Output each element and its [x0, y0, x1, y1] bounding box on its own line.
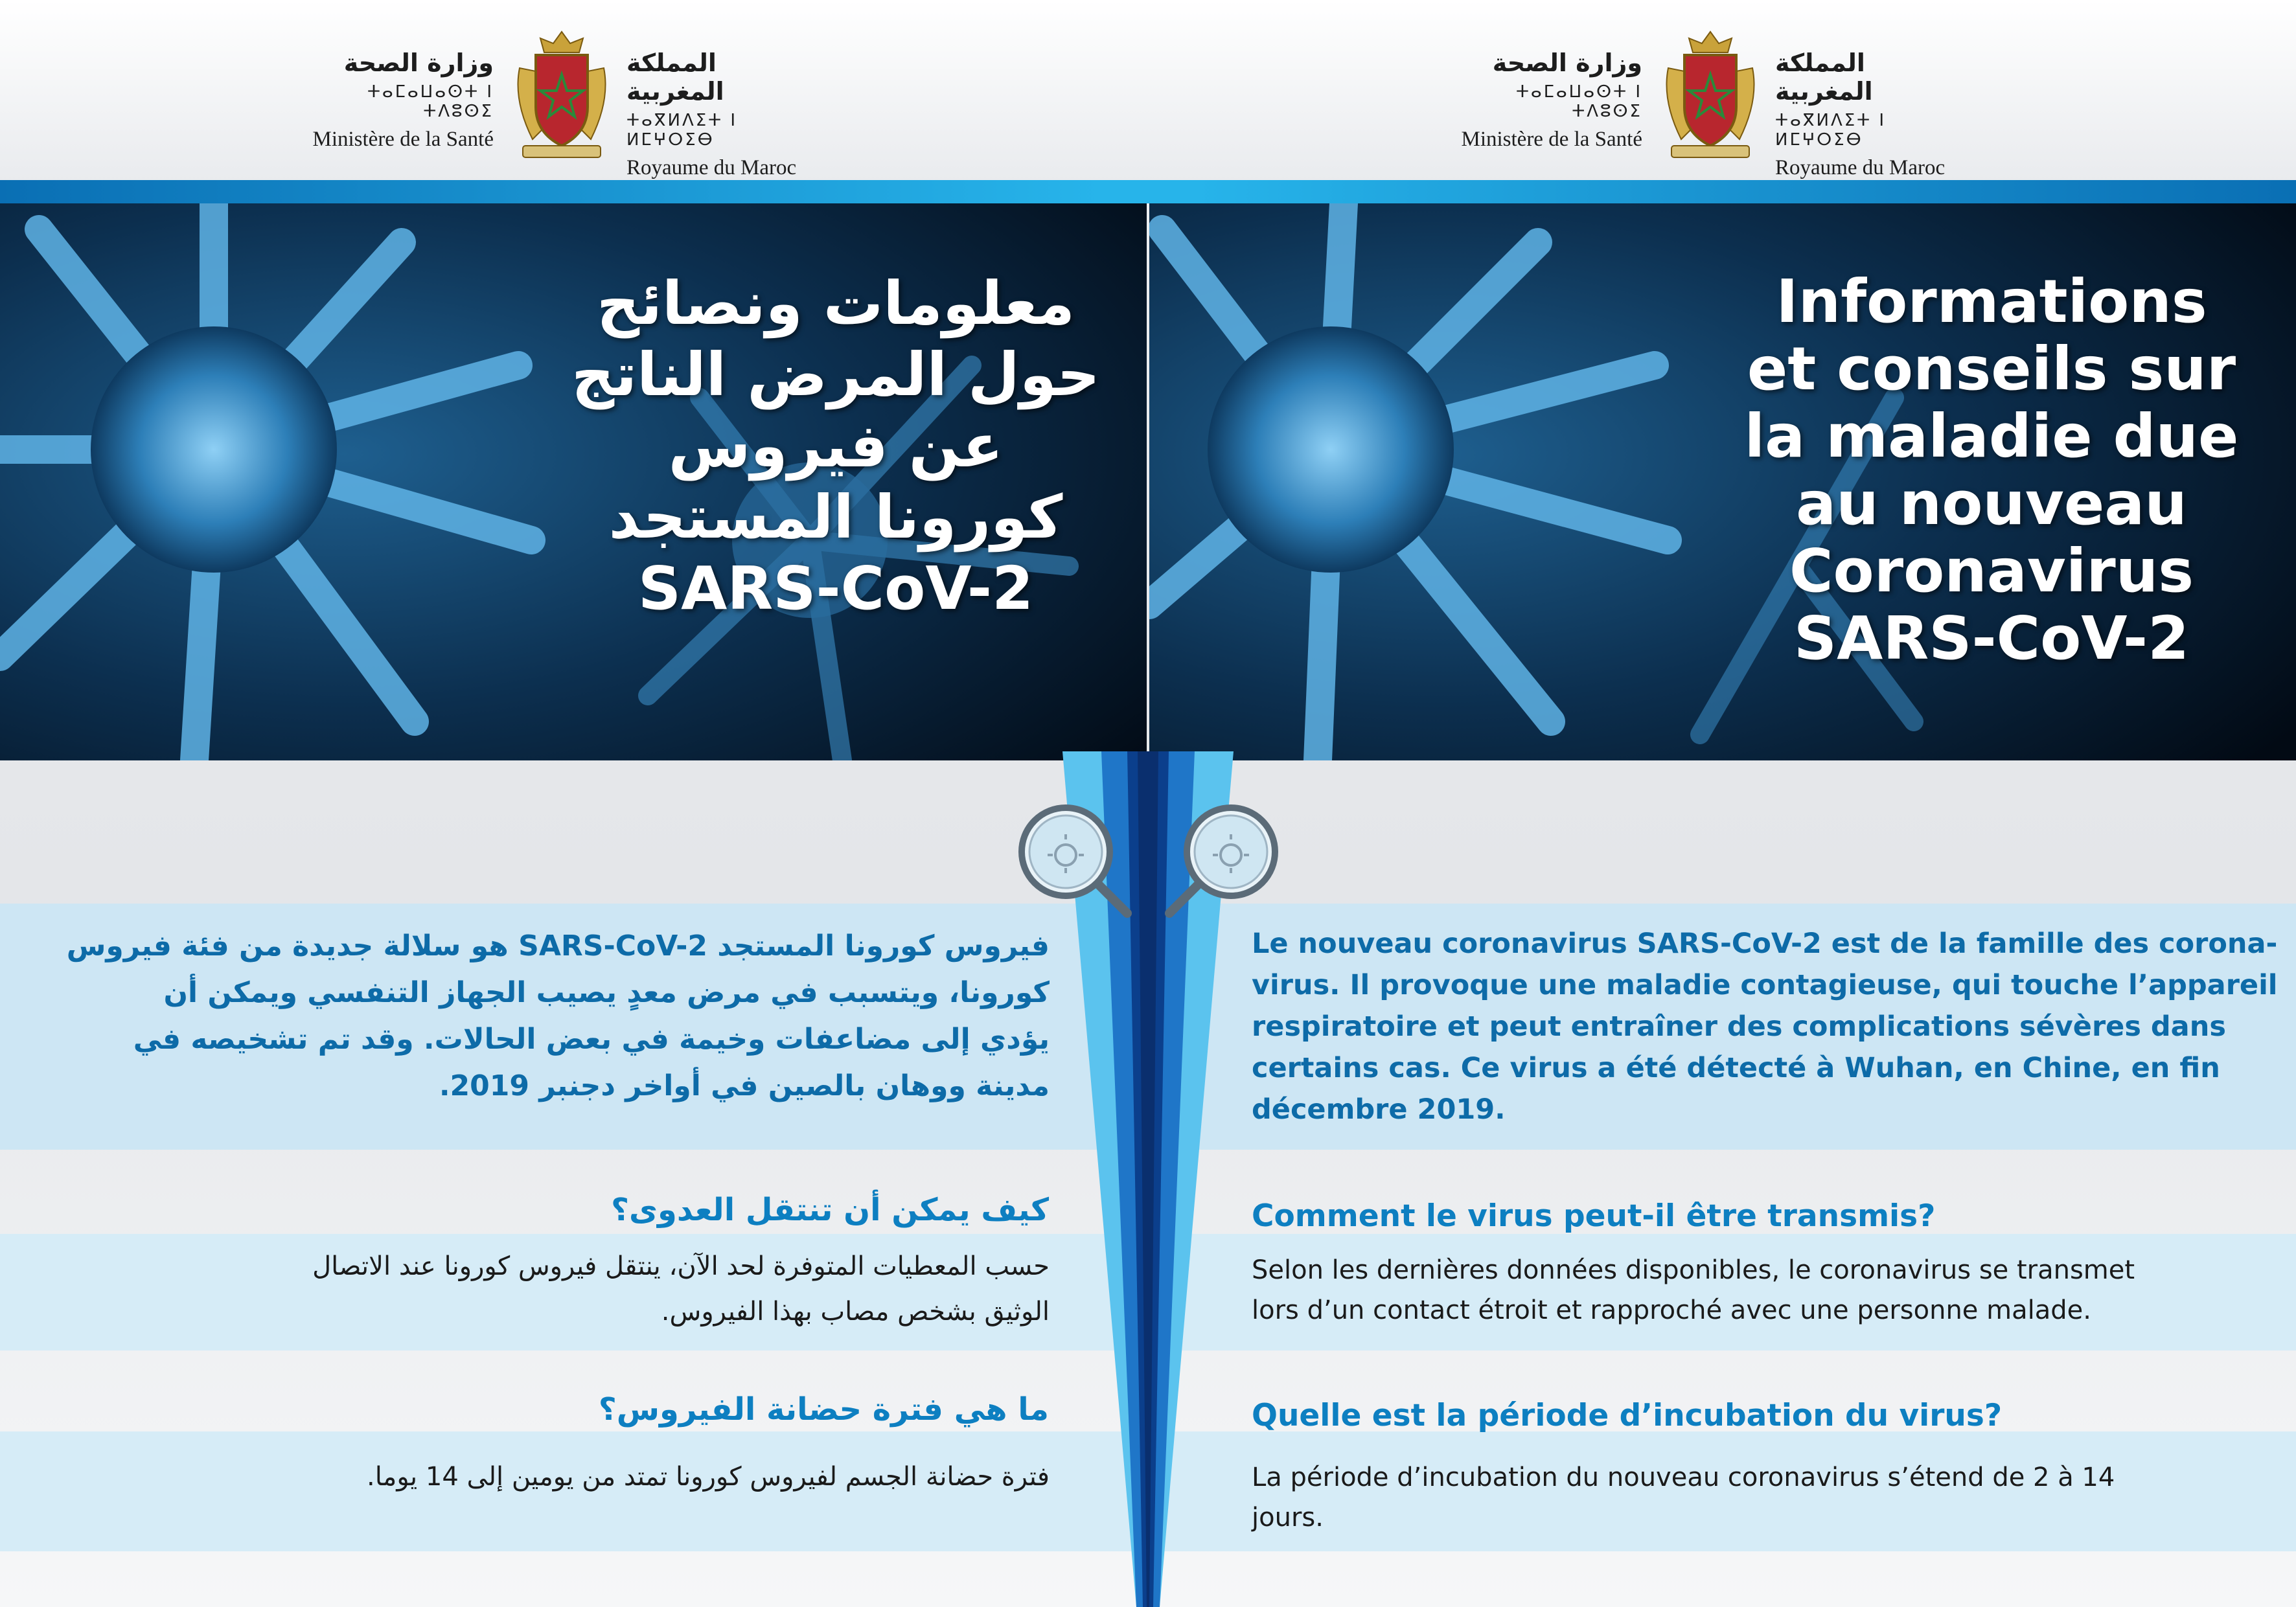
hero-right	[1149, 203, 2296, 760]
ministry-ar: وزارة الصحة	[1492, 49, 1642, 77]
ministry-label	[1461, 49, 1642, 152]
intro-text-fr	[1252, 923, 2278, 1130]
question-incubation-fr: Quelle est la période d’incubation du virus?	[1252, 1398, 2003, 1433]
hero-line: كورونا المستجد	[608, 483, 1063, 552]
ministry-fr: Ministère de la Santé	[1461, 128, 1642, 151]
text-line: Selon les dernières données disponibles, le coronavirus se transmet	[1252, 1255, 2135, 1285]
ministry-ar: وزارة الصحة	[343, 49, 494, 77]
magnifier-virus-icon	[1163, 797, 1286, 920]
hero-left	[0, 203, 1147, 760]
coat-of-arms-icon	[1655, 29, 1765, 162]
hero-line: SARS-CoV-2	[1793, 604, 2190, 673]
ministry-label	[312, 49, 494, 152]
top-stripe	[0, 180, 2296, 203]
text-line: Le nouveau coronavirus SARS-CoV-2 est de la famille des corona-	[1252, 928, 2278, 960]
kingdom-tifinagh: ⵜⴰⴳⵍⴷⵉⵜ ⵏ ⵍⵎⵖⵔⵉⴱ	[626, 111, 738, 150]
ministry-tifinagh: ⵜⴰⵎⴰⵡⴰⵙⵜ ⵏ ⵜⴷⵓⵙⵉ	[1515, 82, 1642, 121]
text-line: مدينة ووهان بالصين في أواخر دجنبر 2019.	[439, 1069, 1050, 1102]
text-line: lors d’un contact étroit et rapproché avec une personne malade.	[1252, 1295, 2091, 1325]
coat-of-arms-icon	[507, 29, 617, 162]
kingdom-label	[1775, 49, 1969, 180]
hero-line: SARS-CoV-2	[637, 554, 1034, 623]
text-line: virus. Il provoque une maladie contagieuse, qui touche l’appareil	[1252, 969, 2278, 1001]
answer-incubation-ar	[78, 1454, 1050, 1499]
hero-line: عن فيروس	[668, 411, 1004, 481]
text-line: الوثيق بشخص مصاب بهذا الفيروس.	[661, 1297, 1050, 1327]
hero-line: et conseils sur	[1747, 334, 2236, 404]
kingdom-fr: Royaume du Maroc	[1775, 156, 1946, 179]
text-line: jours.	[1252, 1503, 1324, 1533]
text-line: respiratoire et peut entraîner des complications sévères dans	[1252, 1010, 2226, 1043]
text-line: يؤدي إلى مضاعفات وخيمة في بعض الحالات. وقد تم تشخيصه في	[133, 1023, 1050, 1056]
hero-line: la maladie due	[1744, 402, 2239, 471]
text-line: فيروس كورونا المستجد SARS-CoV-2 هو سلالة جديدة من فئة فيروس	[66, 929, 1050, 963]
intro-text-ar	[66, 923, 1050, 1110]
answer-transmission-fr	[1252, 1250, 2236, 1330]
answer-incubation-fr	[1252, 1457, 2236, 1538]
ministry-tifinagh: ⵜⴰⵎⴰⵡⴰⵙⵜ ⵏ ⵜⴷⵓⵙⵉ	[367, 82, 494, 121]
question-transmission-fr: Comment le virus peut-il être transmis?	[1252, 1198, 1936, 1234]
text-line: فترة حضانة الجسم لفيروس كورونا تمتد من يومين إلى 14 يوما.	[367, 1462, 1050, 1492]
hero-title-ar	[544, 268, 1127, 624]
hero-line: حول المرض الناتج	[571, 340, 1100, 409]
kingdom-ar: المملكة المغربية	[1775, 49, 1873, 106]
hero-line: معلومات ونصائح	[597, 269, 1075, 338]
hero-line: Coronavirus	[1789, 536, 2194, 606]
hero-title-fr	[1719, 268, 2264, 672]
text-line: حسب المعطيات المتوفرة لحد الآن، ينتقل فيروس كورونا عند الاتصال	[312, 1251, 1050, 1281]
answer-transmission-ar	[78, 1244, 1050, 1334]
header-right	[1461, 29, 1966, 179]
kingdom-tifinagh: ⵜⴰⴳⵍⴷⵉⵜ ⵏ ⵍⵎⵖⵔⵉⴱ	[1775, 111, 1887, 150]
hero-line: au nouveau	[1796, 469, 2187, 538]
text-line: La période d’incubation du nouveau coronavirus s’étend de 2 à 14	[1252, 1463, 2115, 1492]
hero-line: Informations	[1776, 267, 2207, 336]
magnifier-virus-icon	[1011, 797, 1134, 920]
header-left	[312, 29, 818, 179]
kingdom-ar: المملكة المغربية	[626, 49, 724, 106]
kingdom-fr: Royaume du Maroc	[626, 156, 797, 179]
kingdom-label	[626, 49, 821, 180]
text-line: certains cas. Ce virus a été détecté à Wuhan, en Chine, en fin	[1252, 1052, 2220, 1084]
text-line: كورونا، ويتسبب في مرض معدٍ يصيب الجهاز التنفسي ويمكن أن	[163, 976, 1050, 1009]
text-line: décembre 2019.	[1252, 1093, 1506, 1126]
question-transmission-ar: كيف يمكن أن تنتقل العدوى؟	[611, 1192, 1049, 1228]
question-incubation-ar: ما هي فترة حضانة الفيروس؟	[598, 1391, 1049, 1428]
ministry-fr: Ministère de la Santé	[312, 128, 494, 151]
